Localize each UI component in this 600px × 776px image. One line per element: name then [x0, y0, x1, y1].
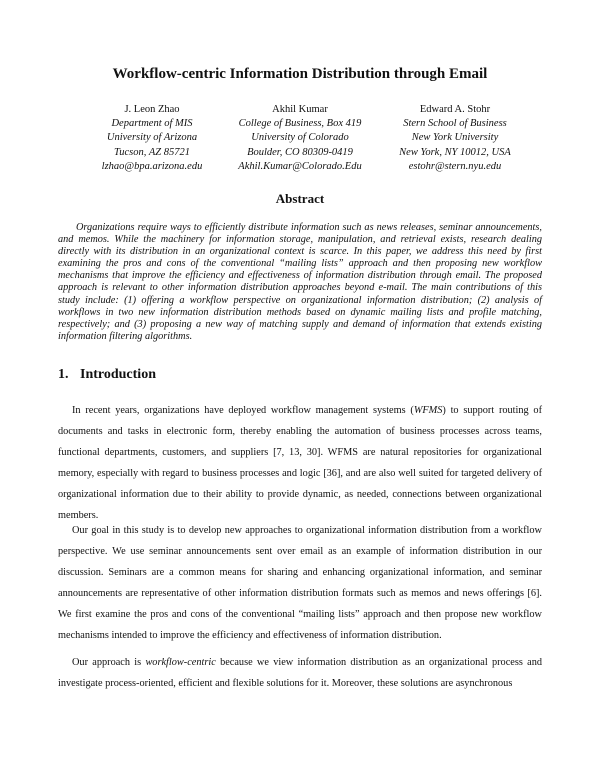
body-paragraph — [58, 652, 542, 694]
section-number: 1. — [58, 367, 69, 382]
abstract-heading: Abstract — [275, 191, 325, 206]
author-location: Boulder, CO 80309-0419 — [247, 146, 353, 158]
paper-title: Workflow-centric Information Distribution through Email — [112, 66, 488, 82]
paragraph-text: In recent years, organizations have deployed workflow management systems ( — [72, 405, 414, 416]
author-organization: University of Colorado — [251, 132, 349, 144]
section-title: Introduction — [80, 367, 156, 382]
author-location: Tucson, AZ 85721 — [114, 146, 190, 158]
section-heading — [58, 367, 156, 383]
emphasis-text: WFMS — [413, 405, 443, 416]
paragraph-text: ) to support routing of documents and tasks in electronic form, thereby enabling the automation of business processes across teams, functional departments, customers, and suppliers [7, 13, 30]. WFMS are natural repositories for organizational memory, especially with regard to business processes and logic [36], and are also well suited for targeted delivery of organizational information due to their ability to provide dynamic, as needed, connections between organizational members. — [58, 405, 543, 522]
body-paragraph — [58, 400, 542, 527]
author-block — [365, 103, 545, 174]
body-paragraph: Our goal in this study is to develop new approaches to organizational information distribution from a workflow perspective. We use seminar announcements sent over email as an example of information distribution in our discussion. Seminars are a common means for sharing and enhancing organizational information, and seminar announcements are representative of other information distribution formats such as memos and news offerings [6]. We first examine the pros and cons of the conventional “mailing lists” approach and then propose new workflow mechanisms intended to improve the efficiency and effectiveness of information distribution. — [58, 525, 542, 642]
author-location: New York, NY 10012, USA — [399, 146, 511, 158]
author-block — [210, 103, 390, 174]
author-email: lzhao@bpa.arizona.edu — [101, 160, 203, 172]
paragraph-text: Our approach is — [72, 657, 146, 668]
paragraph-text: because we view information distribution as an organizational process and investigate process-oriented, efficient and flexible solutions for it. Moreover, these solutions are asynchronous — [58, 657, 542, 690]
author-name: J. Leon Zhao — [124, 104, 180, 115]
author-department: Stern School of Business — [403, 118, 507, 130]
author-email: Akhil.Kumar@Colorado.Edu — [238, 160, 362, 172]
author-department: College of Business, Box 419 — [238, 118, 362, 130]
author-organization: New York University — [411, 132, 499, 144]
abstract-text: Organizations require ways to efficiently distribute information such as news releases, seminar announcements, and memos. While the machinery for information storage, manipulation, and retrieval exists, research dealing directly with its distribution in an organizational context is scarce. In this paper, we address this need by first examining the pros and cons of the conventional “mailing lists” approach and then proposing new workflow mechanisms that improve the efficiency and effectiveness of information distribution through email. The proposed approach is relevant to other information distribution approaches beyond e-mail. The main contributions of this study include: (1) offering a workflow perspective on organizational information distribution; (2) analysis of workflows in two new information distribution methods based on dynamic mailing lists and profile matching, respectively; and (3) proposing a new way of matching supply and demand of information that extends existing information filtering algorithms. — [58, 222, 542, 342]
author-name: Edward A. Stohr — [419, 104, 491, 115]
author-organization: University of Arizona — [106, 132, 198, 144]
author-name: Akhil Kumar — [272, 104, 328, 115]
author-email: estohr@stern.nyu.edu — [408, 160, 502, 172]
author-department: Department of MIS — [111, 118, 193, 130]
emphasis-text: workflow-centric — [145, 657, 216, 668]
